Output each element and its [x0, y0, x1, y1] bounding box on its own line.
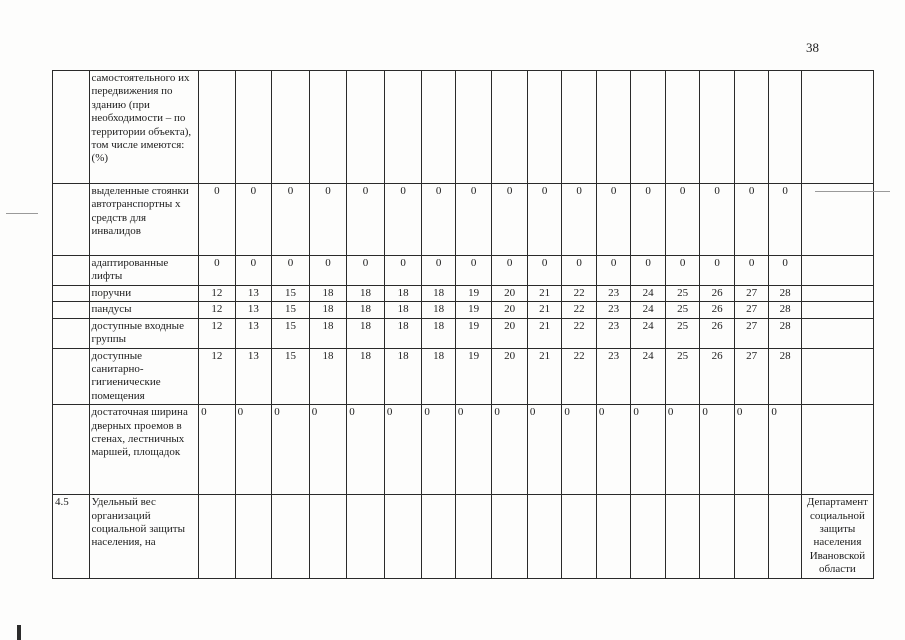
- year-value-cell: 18: [347, 302, 385, 318]
- table-row: [53, 286, 874, 302]
- year-value-cell: 21: [527, 302, 562, 318]
- year-value-cell: 18: [422, 348, 455, 405]
- year-value-cell: 28: [769, 348, 801, 405]
- year-value-cell: 18: [309, 348, 347, 405]
- year-value-cell: [631, 495, 666, 578]
- indicator-name-cell: адаптированные лифты: [89, 256, 199, 286]
- table-row: [53, 348, 874, 405]
- year-value-cell: 26: [700, 286, 735, 302]
- year-value-cell: 0: [422, 184, 455, 256]
- year-value-cell: 0: [631, 405, 666, 495]
- year-value-cell: 0: [309, 184, 347, 256]
- row-number-cell: [53, 302, 90, 318]
- responsible-cell: [801, 302, 873, 318]
- year-value-cell: 22: [562, 286, 597, 302]
- year-value-cell: 0: [492, 405, 528, 495]
- table-row: [53, 405, 874, 495]
- year-value-cell: [384, 71, 422, 184]
- year-value-cell: 19: [455, 318, 492, 348]
- year-value-cell: 18: [347, 286, 385, 302]
- year-value-cell: 12: [199, 348, 236, 405]
- row-number-cell: [53, 405, 90, 495]
- year-value-cell: 0: [199, 405, 236, 495]
- year-value-cell: 25: [665, 302, 700, 318]
- year-value-cell: 0: [272, 405, 310, 495]
- year-value-cell: 24: [631, 318, 666, 348]
- year-value-cell: 0: [422, 405, 455, 495]
- year-value-cell: [455, 71, 492, 184]
- year-value-cell: [527, 71, 562, 184]
- year-value-cell: [347, 495, 385, 578]
- year-value-cell: [492, 71, 528, 184]
- row-number-cell: [53, 318, 90, 348]
- year-value-cell: 26: [700, 348, 735, 405]
- scan-dash-left: [6, 213, 38, 214]
- year-value-cell: 13: [235, 286, 272, 302]
- year-value-cell: [665, 71, 700, 184]
- table-row: [53, 302, 874, 318]
- year-value-cell: 0: [665, 405, 700, 495]
- scan-dash-right: [815, 191, 890, 192]
- year-value-cell: 0: [272, 256, 310, 286]
- year-value-cell: 0: [769, 184, 801, 256]
- year-value-cell: 20: [492, 302, 528, 318]
- year-value-cell: 26: [700, 302, 735, 318]
- responsible-cell: [801, 71, 873, 184]
- year-value-cell: [422, 71, 455, 184]
- year-value-cell: 18: [309, 302, 347, 318]
- year-value-cell: 0: [384, 405, 422, 495]
- year-value-cell: 24: [631, 348, 666, 405]
- year-value-cell: [347, 71, 385, 184]
- year-value-cell: [199, 495, 236, 578]
- table-row: [53, 256, 874, 286]
- year-value-cell: 0: [309, 405, 347, 495]
- year-value-cell: 0: [665, 256, 700, 286]
- year-value-cell: 0: [347, 184, 385, 256]
- year-value-cell: [455, 495, 492, 578]
- indicator-table: [52, 70, 874, 579]
- year-value-cell: 0: [700, 256, 735, 286]
- year-value-cell: 0: [769, 405, 801, 495]
- year-value-cell: 20: [492, 348, 528, 405]
- year-value-cell: [199, 71, 236, 184]
- year-value-cell: [596, 495, 631, 578]
- year-value-cell: 18: [384, 348, 422, 405]
- year-value-cell: 20: [492, 318, 528, 348]
- year-value-cell: 0: [492, 256, 528, 286]
- row-number-cell: [53, 71, 90, 184]
- year-value-cell: 27: [734, 318, 769, 348]
- year-value-cell: 19: [455, 348, 492, 405]
- year-value-cell: 12: [199, 318, 236, 348]
- row-number-cell: [53, 256, 90, 286]
- year-value-cell: 0: [631, 256, 666, 286]
- year-value-cell: 22: [562, 302, 597, 318]
- year-value-cell: [734, 71, 769, 184]
- indicator-name-cell: Удельный вес организаций социальной защиты населения, на: [89, 495, 199, 578]
- year-value-cell: 15: [272, 302, 310, 318]
- year-value-cell: 24: [631, 286, 666, 302]
- table-row: [53, 184, 874, 256]
- year-value-cell: [562, 71, 597, 184]
- year-value-cell: 25: [665, 348, 700, 405]
- responsible-cell: [801, 256, 873, 286]
- indicator-name-cell: достаточная ширина дверных проемов в стенах, лестничных маршей, площадок: [89, 405, 199, 495]
- year-value-cell: 0: [596, 256, 631, 286]
- year-value-cell: 27: [734, 286, 769, 302]
- year-value-cell: 0: [769, 256, 801, 286]
- year-value-cell: 0: [384, 256, 422, 286]
- year-value-cell: 0: [309, 256, 347, 286]
- year-value-cell: [422, 495, 455, 578]
- year-value-cell: 0: [199, 184, 236, 256]
- indicator-name-cell: доступные санитарно-гигиенические помещения: [89, 348, 199, 405]
- row-number-cell: 4.5: [53, 495, 90, 578]
- year-value-cell: 23: [596, 286, 631, 302]
- year-value-cell: 0: [384, 184, 422, 256]
- year-value-cell: 0: [700, 184, 735, 256]
- year-value-cell: 0: [272, 184, 310, 256]
- year-value-cell: 0: [235, 256, 272, 286]
- row-number-cell: [53, 286, 90, 302]
- year-value-cell: [700, 495, 735, 578]
- year-value-cell: 19: [455, 302, 492, 318]
- year-value-cell: 21: [527, 348, 562, 405]
- indicator-name-cell: выделенные стоянки автотранспортны х средств для инвалидов: [89, 184, 199, 256]
- year-value-cell: 21: [527, 286, 562, 302]
- responsible-cell: [801, 348, 873, 405]
- year-value-cell: 0: [562, 256, 597, 286]
- indicator-name-cell: самостоятельного их передвижения по зданию (при необходимости – по территории объекта), том числе имеются: (%): [89, 71, 199, 184]
- year-value-cell: 0: [455, 256, 492, 286]
- year-value-cell: 18: [347, 348, 385, 405]
- year-value-cell: 19: [455, 286, 492, 302]
- scan-edge-mark: [17, 625, 21, 640]
- row-number-cell: [53, 348, 90, 405]
- table-row: [53, 71, 874, 184]
- year-value-cell: 22: [562, 348, 597, 405]
- year-value-cell: 15: [272, 348, 310, 405]
- year-value-cell: 28: [769, 318, 801, 348]
- year-value-cell: 18: [384, 318, 422, 348]
- year-value-cell: 20: [492, 286, 528, 302]
- year-value-cell: 18: [384, 302, 422, 318]
- year-value-cell: 0: [700, 405, 735, 495]
- year-value-cell: 12: [199, 302, 236, 318]
- year-value-cell: [562, 495, 597, 578]
- year-value-cell: 28: [769, 286, 801, 302]
- year-value-cell: 27: [734, 348, 769, 405]
- indicator-name-cell: поручни: [89, 286, 199, 302]
- year-value-cell: 27: [734, 302, 769, 318]
- year-value-cell: 0: [562, 184, 597, 256]
- year-value-cell: [272, 71, 310, 184]
- responsible-cell: Департамент социальной защиты населения Ивановской области: [801, 495, 873, 578]
- year-value-cell: 18: [347, 318, 385, 348]
- year-value-cell: 21: [527, 318, 562, 348]
- year-value-cell: 0: [235, 405, 272, 495]
- year-value-cell: 23: [596, 302, 631, 318]
- year-value-cell: [665, 495, 700, 578]
- table-row: [53, 495, 874, 578]
- year-value-cell: 24: [631, 302, 666, 318]
- year-value-cell: 0: [562, 405, 597, 495]
- year-value-cell: 0: [455, 405, 492, 495]
- year-value-cell: [492, 495, 528, 578]
- year-value-cell: 0: [492, 184, 528, 256]
- year-value-cell: [384, 495, 422, 578]
- year-value-cell: 18: [384, 286, 422, 302]
- year-value-cell: 18: [422, 302, 455, 318]
- year-value-cell: 13: [235, 302, 272, 318]
- year-value-cell: [769, 71, 801, 184]
- responsible-cell: [801, 405, 873, 495]
- year-value-cell: 0: [734, 256, 769, 286]
- year-value-cell: 25: [665, 286, 700, 302]
- year-value-cell: 25: [665, 318, 700, 348]
- responsible-cell: [801, 286, 873, 302]
- year-value-cell: [700, 71, 735, 184]
- year-value-cell: [235, 495, 272, 578]
- year-value-cell: 0: [527, 256, 562, 286]
- year-value-cell: [631, 71, 666, 184]
- year-value-cell: 22: [562, 318, 597, 348]
- year-value-cell: 28: [769, 302, 801, 318]
- year-value-cell: 13: [235, 348, 272, 405]
- year-value-cell: 0: [596, 184, 631, 256]
- year-value-cell: 18: [309, 286, 347, 302]
- year-value-cell: [309, 495, 347, 578]
- year-value-cell: 13: [235, 318, 272, 348]
- year-value-cell: 23: [596, 348, 631, 405]
- year-value-cell: 0: [347, 256, 385, 286]
- year-value-cell: 0: [347, 405, 385, 495]
- year-value-cell: 12: [199, 286, 236, 302]
- year-value-cell: 23: [596, 318, 631, 348]
- row-number-cell: [53, 184, 90, 256]
- year-value-cell: [769, 495, 801, 578]
- year-value-cell: 26: [700, 318, 735, 348]
- year-value-cell: [734, 495, 769, 578]
- page-number: 38: [806, 40, 819, 55]
- year-value-cell: 0: [235, 184, 272, 256]
- year-value-cell: 0: [455, 184, 492, 256]
- year-value-cell: [527, 495, 562, 578]
- year-value-cell: 0: [422, 256, 455, 286]
- year-value-cell: 0: [596, 405, 631, 495]
- responsible-cell: [801, 318, 873, 348]
- year-value-cell: [235, 71, 272, 184]
- year-value-cell: [309, 71, 347, 184]
- responsible-cell: [801, 184, 873, 256]
- year-value-cell: 0: [199, 256, 236, 286]
- year-value-cell: 18: [309, 318, 347, 348]
- year-value-cell: 0: [631, 184, 666, 256]
- year-value-cell: [596, 71, 631, 184]
- indicator-name-cell: доступные входные группы: [89, 318, 199, 348]
- year-value-cell: 15: [272, 286, 310, 302]
- year-value-cell: 0: [734, 405, 769, 495]
- year-value-cell: 0: [527, 184, 562, 256]
- year-value-cell: 0: [734, 184, 769, 256]
- indicator-name-cell: пандусы: [89, 302, 199, 318]
- year-value-cell: 18: [422, 286, 455, 302]
- year-value-cell: [272, 495, 310, 578]
- year-value-cell: 0: [665, 184, 700, 256]
- year-value-cell: 15: [272, 318, 310, 348]
- table-row: [53, 318, 874, 348]
- year-value-cell: 0: [527, 405, 562, 495]
- year-value-cell: 18: [422, 318, 455, 348]
